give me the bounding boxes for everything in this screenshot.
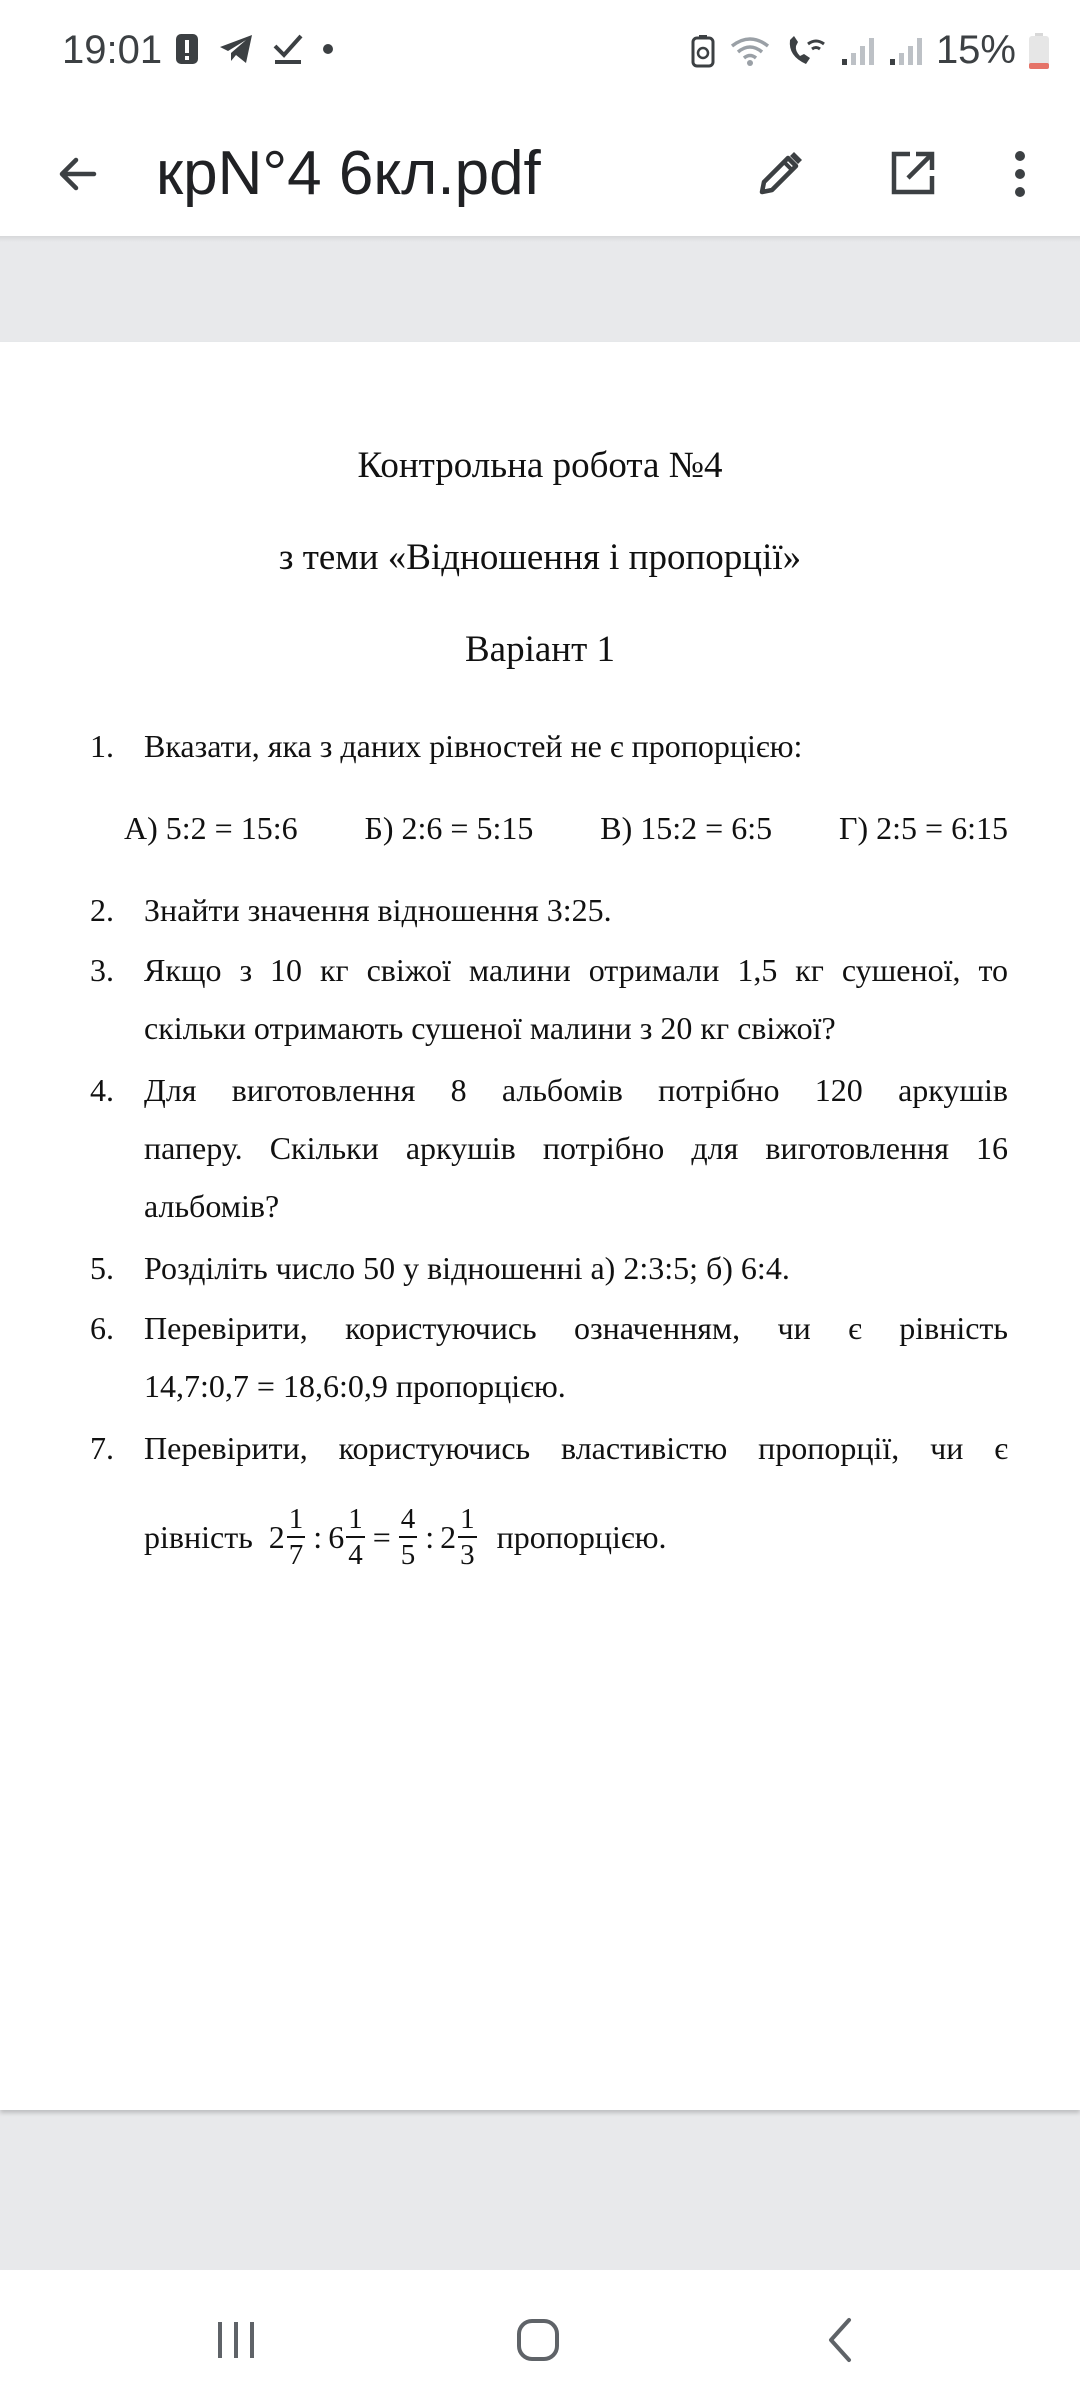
fraction: [399, 1502, 418, 1572]
home-button[interactable]: [488, 2300, 588, 2380]
question-number: 5.: [90, 1250, 114, 1286]
back-button[interactable]: [40, 136, 116, 212]
open-with-button[interactable]: [874, 136, 950, 212]
question-number: 4.: [90, 1072, 114, 1108]
answer-options: [124, 810, 1008, 847]
denominator: 7: [288, 1539, 304, 1571]
document-title: крN°4 6кл.pdf: [156, 139, 541, 208]
denominator: 5: [400, 1539, 416, 1571]
check-download-icon: [272, 32, 304, 66]
nav-back-icon: [825, 2316, 855, 2364]
app-bar-shadow: [0, 236, 1080, 242]
navigation-bar: [0, 2270, 1080, 2400]
recents-button[interactable]: [186, 2300, 286, 2380]
whole-part: 2: [268, 1518, 285, 1555]
pdf-viewer[interactable]: [0, 236, 1080, 2270]
system-back-button[interactable]: [790, 2300, 890, 2380]
question-line: паперу. Скільки аркушів потрібно для виготовлення 16: [144, 1130, 1008, 1166]
open-in-new-icon: [886, 148, 938, 200]
formula-prefix: рівність: [144, 1518, 253, 1555]
question-number: 3.: [90, 952, 114, 988]
question-number: 2.: [90, 892, 114, 928]
answer-option: Б) 2:6 = 5:15: [364, 810, 534, 846]
status-time: 19:01: [62, 28, 163, 72]
battery-percentage: 15%: [935, 28, 1016, 72]
question-line: скільки отримають сушеної малини з 20 кг свіжої?: [144, 1010, 836, 1046]
question-line: Перевірити, користуючись означенням, чи є рівність: [144, 1310, 1008, 1346]
operator: :: [313, 1518, 323, 1555]
whole-part: 6: [328, 1518, 345, 1555]
question-line: Для виготовлення 8 альбомів потрібно 120 аркушів: [144, 1072, 1008, 1108]
dot-icon: [322, 43, 334, 55]
doc-subtitle: з теми «Відношення і пропорції»: [278, 537, 802, 578]
question-line: Вказати, яка з даних рівностей не є пропорцією:: [144, 728, 803, 764]
answer-option: Г) 2:5 = 6:15: [839, 810, 1008, 846]
operator: :: [425, 1518, 435, 1555]
wifi-icon: [728, 34, 772, 68]
signal-2-icon: [888, 35, 924, 67]
question-number: 7.: [90, 1430, 114, 1466]
fraction: [458, 1502, 477, 1572]
question-line: Якщо з 10 кг свіжої малини отримали 1,5 кг сушеної, то: [144, 952, 1008, 988]
doc-title: Контрольна робота №4: [357, 445, 723, 486]
edit-button[interactable]: [742, 136, 818, 212]
mixed-number: [440, 1502, 479, 1572]
recents-icon: [214, 2318, 258, 2362]
question-line: Знайти значення відношення 3:25.: [144, 892, 612, 928]
whole-part: 2: [440, 1518, 457, 1555]
operator: =: [372, 1518, 391, 1555]
more-vert-icon: [1013, 148, 1027, 200]
question-line: альбомів?: [144, 1188, 280, 1224]
fraction-term: [397, 1502, 420, 1572]
home-icon: [515, 2317, 561, 2363]
mixed-number: [269, 1502, 308, 1572]
question-line: 14,7:0,7 = 18,6:0,9 пропорцією.: [144, 1368, 566, 1404]
numerator: 1: [346, 1502, 365, 1538]
fraction: [287, 1502, 306, 1572]
question-line: Перевірити, користуючись властивістю пропорції, чи є: [144, 1430, 1008, 1466]
app-bar: [0, 112, 1080, 236]
answer-option: В) 15:2 = 6:5: [600, 810, 773, 846]
notification-icons: [174, 32, 334, 66]
status-bar: [0, 0, 1080, 112]
question-number: 1.: [90, 728, 114, 764]
numerator: 4: [399, 1502, 418, 1538]
battery-icon: [1028, 32, 1050, 70]
pencil-icon: [754, 148, 806, 200]
system-status: [690, 28, 1050, 73]
more-options-button[interactable]: [990, 136, 1050, 212]
pdf-page[interactable]: [0, 342, 1080, 2110]
signal-1-icon: [840, 35, 876, 67]
denominator: 4: [348, 1539, 363, 1571]
fraction: [346, 1502, 365, 1572]
formula-line: [144, 1492, 667, 1582]
numerator: 1: [458, 1502, 477, 1538]
telegram-icon: [218, 33, 254, 65]
wifi-calling-icon: [784, 34, 828, 68]
doc-variant: Варіант 1: [464, 629, 616, 670]
mixed-number: [328, 1502, 367, 1572]
answer-option: А) 5:2 = 15:6: [124, 810, 298, 846]
question-line: Розділіть число 50 у відношенні а) 2:3:5; б) 6:4.: [144, 1250, 790, 1286]
question-number: 6.: [90, 1310, 114, 1346]
battery-saver-icon: [690, 34, 716, 68]
formula-suffix: пропорцією.: [496, 1518, 667, 1555]
denominator: 3: [460, 1539, 475, 1571]
alert-icon: [174, 32, 200, 66]
arrow-back-icon: [54, 150, 102, 198]
numerator: 1: [287, 1502, 306, 1538]
